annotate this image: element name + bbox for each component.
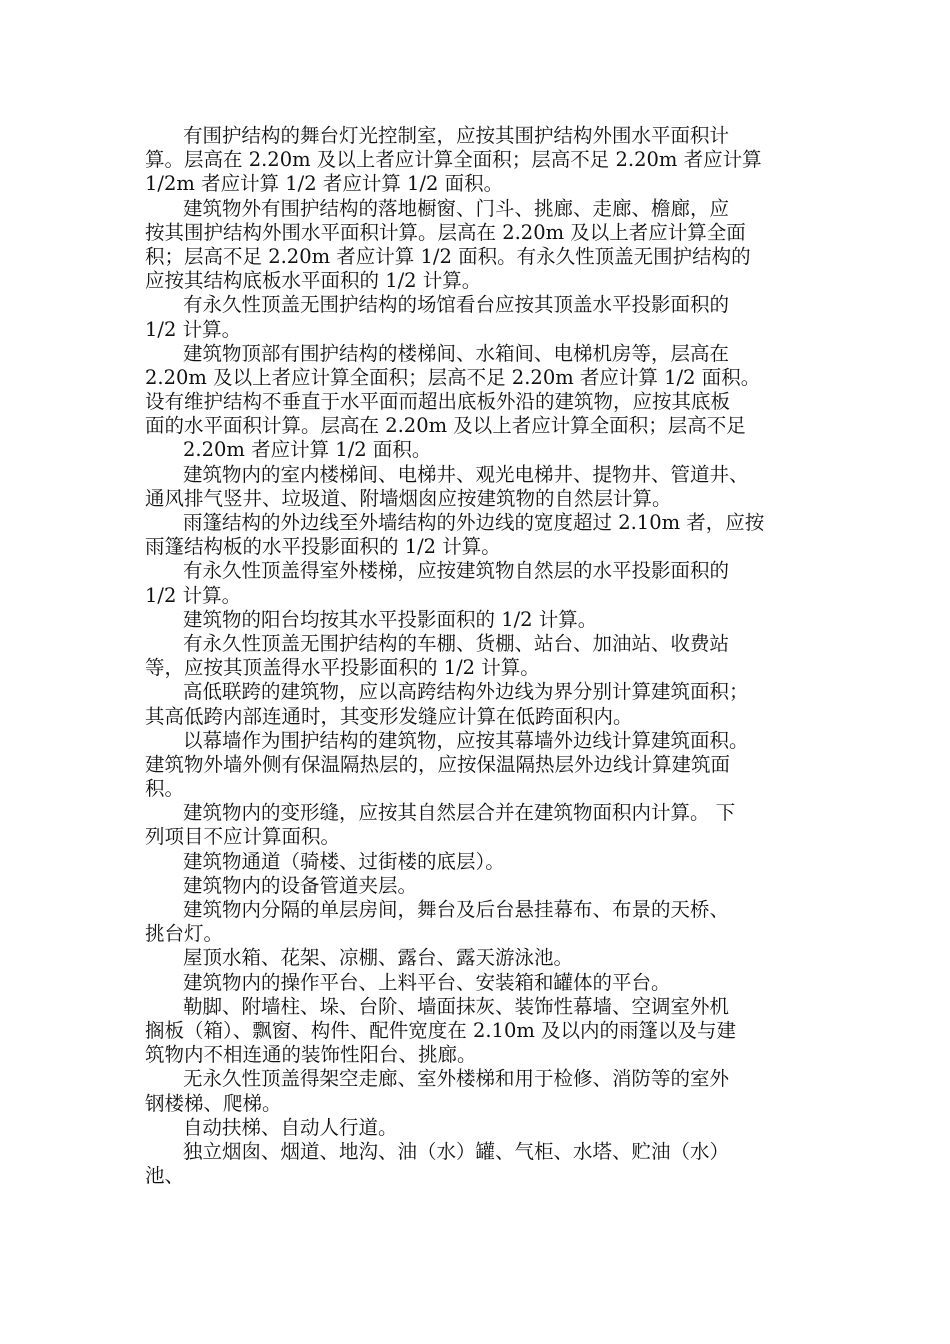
text-line: 积。	[145, 777, 185, 801]
text-line: 设有维护结构不垂直于水平面而超出底板外沿的建筑物，应按其底板	[145, 390, 731, 414]
text-line: 搁板（箱）、飘窗、构件、配件宽度在 2.10m 及以内的雨篷以及与建	[145, 1018, 737, 1042]
text-line: 雨篷结构的外边线至外墙结构的外边线的宽度超过 2.10m 者，应按	[183, 511, 765, 534]
text-line: 1/2m 者应计算 1/2 者应计算 1/2 面积。	[145, 172, 504, 196]
text-line: 勒脚、附墙柱、垛、台阶、墙面抹灰、装饰性幕墙、空调室外机	[183, 994, 730, 1018]
text-line: 高低联跨的建筑物，应以高跨结构外边线为界分别计算建筑面积；	[183, 680, 749, 704]
text-line: 1/2 计算。	[145, 583, 242, 607]
text-line: 建筑物通道（骑楼、过街楼的底层）。	[183, 849, 505, 873]
text-line: 面的水平面积计算。层高在 2.20m 及以上者应计算全面积；层高不足	[145, 414, 746, 438]
text-line: 列项目不应计算面积。	[145, 825, 341, 849]
text-line: 屋顶水箱、花架、凉棚、露台、露天游泳池。	[183, 946, 574, 970]
text-line: 无永久性顶盖得架空走廊、室外楼梯和用于检修、消防等的室外	[183, 1067, 730, 1091]
text-line: 建筑物顶部有围护结构的楼梯间、水箱间、电梯机房等，层高在	[183, 341, 730, 365]
text-line: 建筑物内的室内楼梯间、电梯井、观光电梯井、提物井、管道井、	[183, 462, 749, 486]
text-line: 建筑物外有围护结构的落地橱窗、门斗、挑廊、走廊、檐廊，应	[183, 196, 730, 220]
text-line: 通风排气竖井、垃圾道、附墙烟囱应按建筑物的自然层计算。	[145, 486, 672, 510]
text-line: 建筑物的阳台均按其水平投影面积的 1/2 计算。	[183, 607, 598, 631]
document-body	[145, 124, 810, 1188]
text-line: 自动扶梯、自动人行道。	[183, 1115, 398, 1139]
text-line: 建筑物内的变形缝，应按其自然层合并在建筑物面积内计算。 下	[183, 801, 736, 825]
text-line: 建筑物内的操作平台、上料平台、安装箱和罐体的平台。	[183, 970, 671, 994]
text-line: 2.20m 者应计算 1/2 面积。	[183, 438, 432, 462]
text-line: 算。层高在 2.20m 及以上者应计算全面积；层高不足 2.20m 者应计算	[145, 148, 762, 172]
text-line: 积；层高不足 2.20m 者应计算 1/2 面积。有永久性顶盖无围护结构的	[145, 244, 751, 268]
text-line: 钢楼梯、爬梯。	[145, 1091, 282, 1115]
text-line: 池、	[145, 1164, 185, 1188]
text-line: 应按其结构底板水平面积的 1/2 计算。	[145, 269, 482, 293]
text-line: 建筑物内分隔的单层房间，舞台及后台悬挂幕布、布景的天桥、	[183, 898, 730, 921]
text-line: 雨篷结构板的水平投影面积的 1/2 计算。	[145, 535, 501, 559]
text-line: 1/2 计算。	[145, 317, 242, 341]
text-line: 筑物内不相连通的装饰性阳台、挑廊。	[145, 1043, 477, 1067]
text-line: 有永久性顶盖无围护结构的车棚、货棚、站台、加油站、收费站	[183, 631, 730, 655]
text-line: 有围护结构的舞台灯光控制室，应按其围护结构外围水平面积计	[183, 124, 730, 147]
text-line: 挑台灯。	[145, 922, 224, 946]
text-line: 独立烟囱、烟道、地沟、油（水）罐、气柜、水塔、贮油（水）	[183, 1139, 730, 1163]
text-line: 等，应按其顶盖得水平投影面积的 1/2 计算。	[145, 656, 540, 680]
text-line: 建筑物内的设备管道夹层。	[183, 873, 418, 897]
document-page	[145, 124, 810, 1188]
text-line: 有永久性顶盖无围护结构的场馆看台应按其顶盖水平投影面积的	[183, 293, 730, 317]
text-line: 以幕墙作为围护结构的建筑物，应按其幕墙外边线计算建筑面积。	[183, 728, 749, 752]
text-line: 有永久性顶盖得室外楼梯，应按建筑物自然层的水平投影面积的	[183, 559, 730, 583]
text-line: 其高低跨内部连通时，其变形发缝应计算在低跨面积内。	[145, 704, 633, 728]
text-line: 建筑物外墙外侧有保温隔热层的，应按保温隔热层外边线计算建筑面	[145, 752, 731, 776]
text-line: 2.20m 及以上者应计算全面积；层高不足 2.20m 者应计算 1/2 面积。	[145, 365, 761, 389]
text-line: 按其围护结构外围水平面积计算。层高在 2.20m 及以上者应计算全面	[145, 220, 746, 244]
